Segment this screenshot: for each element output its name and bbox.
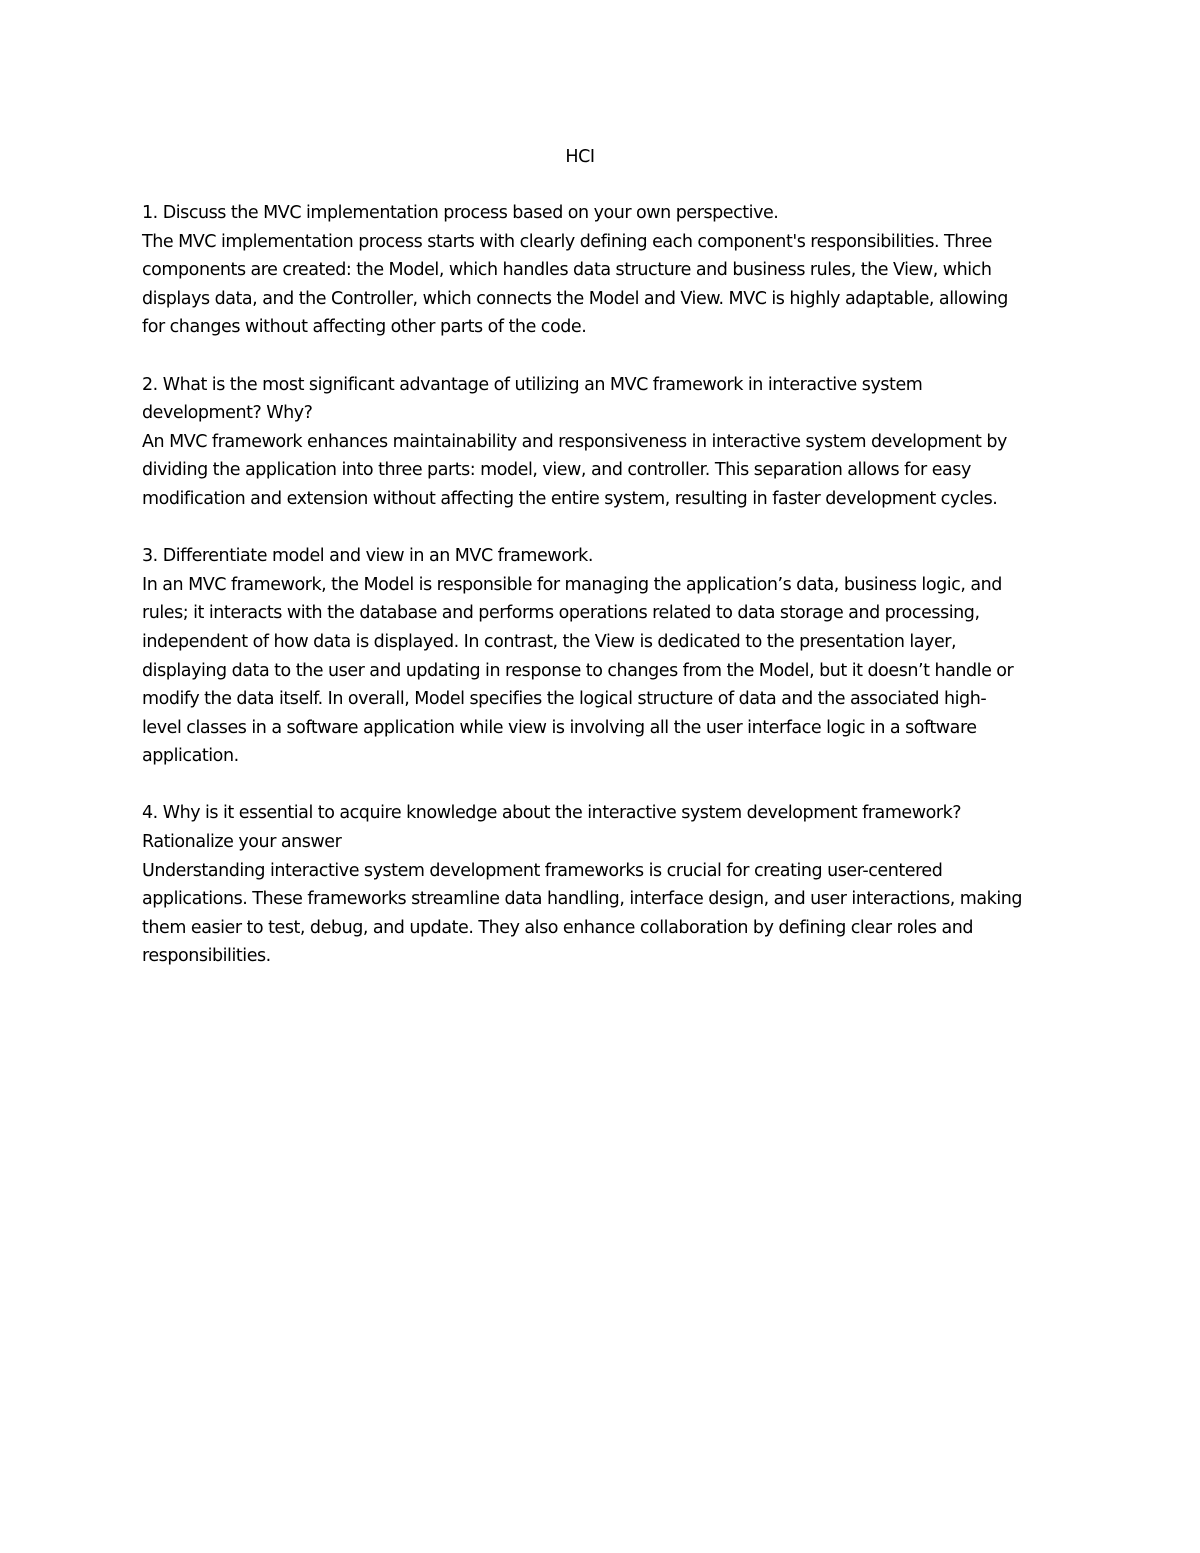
question-4-line: Rationalize your answer [142, 832, 342, 853]
answer-2-line: dividing the application into three parts: model, view, and controller. This separation allows for easy [142, 460, 971, 481]
question-2-line: development? Why? [142, 403, 313, 424]
document-body [142, 199, 1072, 1000]
question-2-line: 2. What is the most significant advantage of utilizing an MVC framework in interactive system [142, 374, 923, 395]
answer-3-line: displaying data to the user and updating in response to changes from the Model, but it doesn’t handle or [142, 660, 1014, 681]
answer-1-line: The MVC implementation process starts with clearly defining each component's responsibilities. Three [142, 231, 992, 252]
answer-3-line: In an MVC framework, the Model is responsible for managing the application’s data, business logic, and [142, 574, 1002, 595]
question-4-line: 4. Why is it essential to acquire knowledge about the interactive system development framework? [142, 803, 962, 824]
answer-3-line: level classes in a software application while view is involving all the user interface logic in a software [142, 717, 977, 738]
answer-2-line: An MVC framework enhances maintainability and responsiveness in interactive system development by [142, 431, 1007, 452]
section-2 [142, 371, 1072, 514]
question-1-line: 1. Discuss the MVC implementation process based on your own perspective. [142, 203, 779, 223]
answer-4-line: Understanding interactive system development frameworks is crucial for creating user-centered [142, 860, 943, 881]
answer-3-line: modify the data itself. In overall, Model specifies the logical structure of data and the associated high- [142, 689, 987, 710]
answer-3-line: independent of how data is displayed. In contrast, the View is dedicated to the presentation layer, [142, 631, 957, 652]
answer-3-line: application. [142, 746, 239, 767]
answer-4-line: them easier to test, debug, and update. They also enhance collaboration by defining clear roles and [142, 917, 974, 938]
answer-2-line: modification and extension without affecting the entire system, resulting in faster development cycles. [142, 488, 998, 509]
section-3 [142, 542, 1072, 771]
answer-1-line: displays data, and the Controller, which connects the Model and View. MVC is highly adaptable, allowing [142, 288, 1008, 309]
section-4 [142, 799, 1072, 971]
answer-1-line: components are created: the Model, which handles data structure and business rules, the View, which [142, 260, 992, 281]
document-title: HCI [565, 147, 595, 167]
answer-3-line: rules; it interacts with the database and performs operations related to data storage and processing, [142, 603, 980, 624]
answer-1-line: for changes without affecting other parts of the code. [142, 317, 587, 338]
answer-4-line: applications. These frameworks streamline data handling, interface design, and user interactions, making [142, 889, 1023, 910]
section-1 [142, 199, 1072, 342]
question-3-line: 3. Differentiate model and view in an MVC framework. [142, 546, 593, 567]
answer-4-line: responsibilities. [142, 946, 271, 967]
